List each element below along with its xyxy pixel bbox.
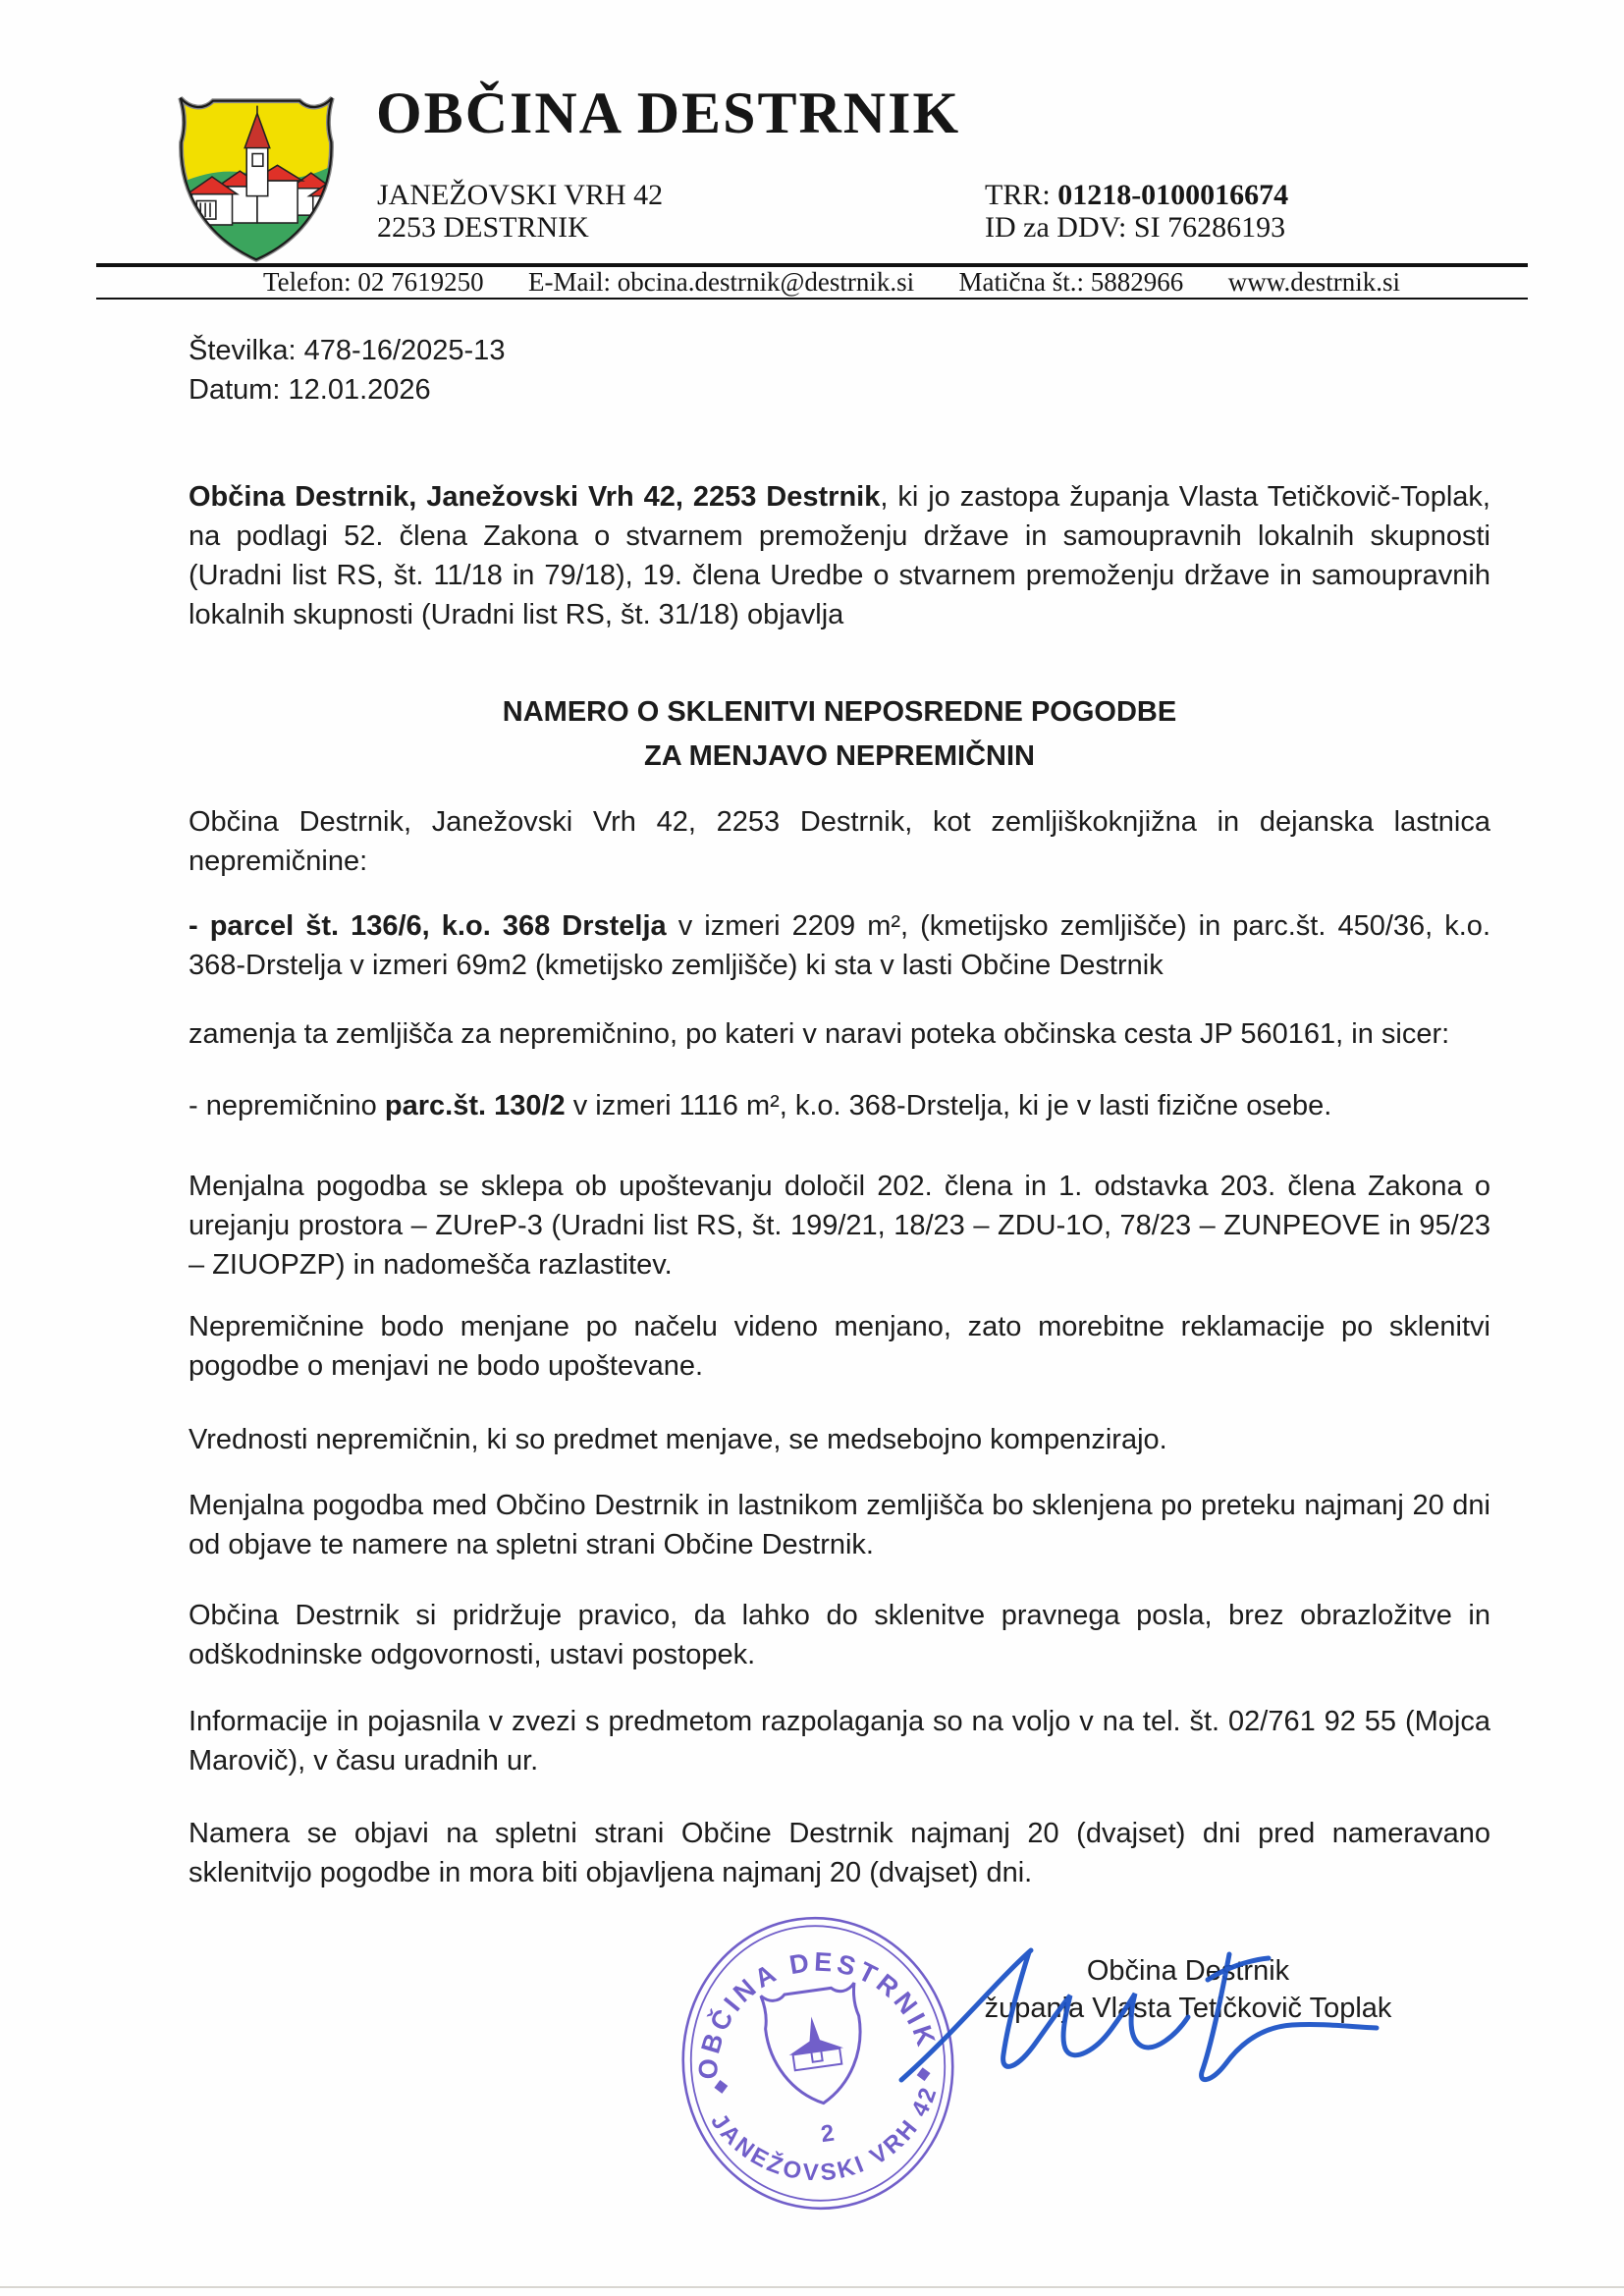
intro-paragraph: Občina Destrnik, Janežovski Vrh 42, 2253 Destrnik, ki jo zastopa županja Vlasta Tetičkovič-Toplak, na podlagi 52. člena Zakona o stvarnem premoženju države in samoupravnih lokalnih skupnosti (Uradni list RS, št. 11/18 in 79/18), 19. člena Uredbe o stvarnem premoženju države in samoupravnih lokalnih skupnosti (Uradni list RS, št. 31/18) objavlja: [189, 481, 1490, 630]
contact-phone: Telefon: 02 7619250: [263, 266, 484, 297]
document-title-line2: ZA MENJAVO NEPREMIČNIN: [644, 740, 1035, 772]
document-date: Datum: 12.01.2026: [189, 374, 431, 406]
contact-row: [96, 268, 1528, 296]
org-bank-info: [985, 179, 1288, 244]
stamp-star-left: [713, 2079, 729, 2095]
handwritten-signature: [884, 1917, 1394, 2099]
parcel1-bold-text: - parcel št. 136/6, k.o. 368 Drstelja: [189, 910, 667, 942]
exchange-paragraph: zamenja ta zemljišča za nepremičnino, po kateri v naravi poteka občinska cesta JP 560161, in sicer:: [189, 1018, 1450, 1050]
parcel1-paragraph: - parcel št. 136/6, k.o. 368 Drstelja v izmeri 2209 m², (kmetijsko zemljišče) in parc.št. 450/36, k.o. 368-Drstelja v izmeri 69m2 (kmetijsko zemljišče) ki sta v lasti Občine Destrnik: [189, 910, 1490, 981]
trr-value: 01218-0100016674: [1057, 179, 1289, 211]
signature-org: Občina Destrnik: [1086, 1955, 1290, 1987]
letterhead-rule-bottom: [96, 298, 1528, 300]
scan-artifact-line: [0, 2286, 1624, 2288]
org-address-line1: JANEŽOVSKI VRH 42: [377, 179, 664, 211]
owner-paragraph: Občina Destrnik, Janežovski Vrh 42, 2253 Destrnik, kot zemljiškoknjižna in dejanska lastnica nepremičnine:: [189, 806, 1490, 877]
document-number: Številka: 478-16/2025-13: [189, 335, 506, 366]
stop-procedure-paragraph: Občina Destrnik si pridržuje pravico, da lahko do sklenitve pravnega posla, brez obrazložitve in odškodninske odgovornosti, ustavi postopek.: [189, 1600, 1490, 1670]
contact-reg-number: Matična št.: 5882966: [958, 266, 1184, 297]
law-paragraph: Menjalna pogodba se sklepa ob upoštevanju določil 202. člena in 1. odstavka 203. člena Zakona o urejanju prostora – ZUreP-3 (Uradni list RS, št. 199/21, 18/23 – ZDU-1O, 78/23 – ZUNPEOVE in 95/23 – ZIUOPZP) in nadomešča razlastitev.: [189, 1171, 1490, 1281]
info-contact-paragraph: Informacije in pojasnila v zvezi s predmetom razpolaganja so na voljo v na tel. št. 02/761 92 55 (Mojca Marovič), v času uradnih ur.: [189, 1706, 1490, 1777]
stamp-number: 2: [819, 2119, 837, 2149]
org-address: [377, 179, 663, 244]
deadline-paragraph: Menjalna pogodba med Občino Destrnik in lastnikom zemljišča bo sklenjena po preteku najmanj 20 dni od objave te namere na spletni strani Občine Destrnik.: [189, 1490, 1490, 1560]
org-name: OBČINA DESTRNIK: [376, 81, 961, 145]
stamp-top-text: OBČINA DESTRNIK: [692, 1946, 943, 2081]
contact-email: E-Mail: obcina.destrnik@destrnik.si: [528, 266, 915, 297]
document-meta: [189, 331, 1490, 410]
document-title: [189, 690, 1490, 779]
parcel2-bold-text: parc.št. 130/2: [384, 1090, 566, 1121]
trr-line: [985, 179, 1288, 211]
coat-of-arms-logo: [165, 84, 348, 271]
trr-label: TRR:: [985, 179, 1051, 211]
value-paragraph: Vrednosti nepremičnin, ki so predmet menjave, se medsebojno kompenzirajo.: [189, 1424, 1167, 1455]
intro-bold-text: Občina Destrnik, Janežovski Vrh 42, 2253 Destrnik: [189, 481, 881, 513]
contact-website: www.destrnik.si: [1227, 266, 1400, 297]
stamp-shield-emblem: [761, 1983, 870, 2109]
stamp-bottom-text: JANEŽOVSKI VRH 42: [705, 2081, 944, 2187]
publish-paragraph: Namera se objavi na spletni strani Občine Destrnik najmanj 20 (dvajset) dni pred nameravano sklenitvijo pogodbe in mora biti objavljena najmanj 20 (dvajset) dni.: [189, 1818, 1490, 1888]
parcel2-paragraph: - nepremičnino parc.št. 130/2 v izmeri 1116 m², k.o. 368-Drstelja, ki je v lasti fizične osebe.: [189, 1090, 1332, 1121]
document-title-line1: NAMERO O SKLENITVI NEPOSREDNE POGODBE: [502, 696, 1177, 728]
signature-signer: županja Vlasta Tetičkovič Toplak: [984, 1993, 1392, 2024]
vat-line: ID za DDV: SI 76286193: [985, 211, 1286, 244]
org-address-line2: 2253 DESTRNIK: [377, 211, 589, 244]
as-is-paragraph: Nepremičnine bodo menjane po načelu videno menjano, zato morebitne reklamacije po sklenitvi pogodbe o menjavi ne bodo upoštevane.: [189, 1311, 1490, 1382]
